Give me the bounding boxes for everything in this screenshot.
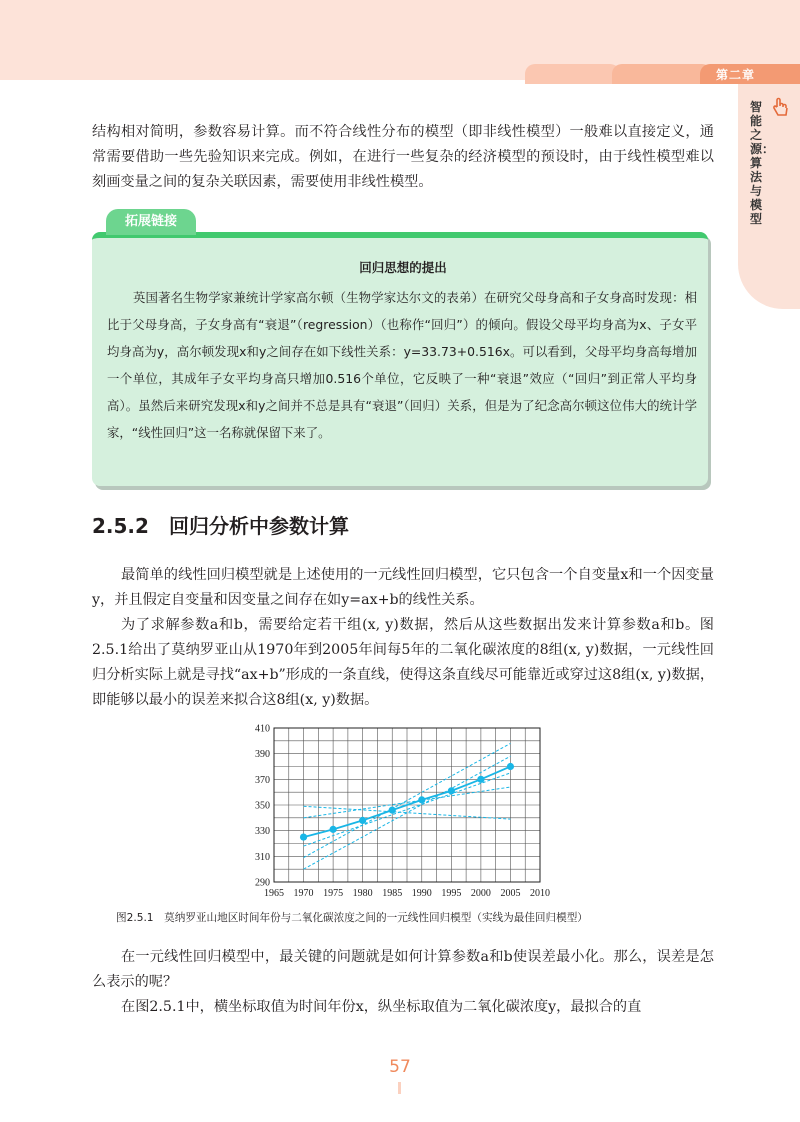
chapter-label: 第二章 [716, 68, 756, 82]
x-tick-label: 1975 [323, 888, 344, 899]
figure-caption: 图2.5.1 莫纳罗亚山地区时间年份与二氧化碳浓度之间的一元线性回归模型（实线为最佳回归模型） [116, 912, 588, 924]
x-tick-label: 1980 [352, 888, 373, 899]
extension-paragraph: 英国著名生物学家兼统计学家高尔顿（生物学家达尔文的表弟）在研究父母身高和子女身高时发现：相比于父母身高，子女身高有“衰退”（regression）（也称作“回归”）的倾向。假设父母平均身高为x、子女平均身高为y，高尔顿发现x和y之间存在如下线性关系：y=33.73+0.516x。可以看到，父母平均身高每增加一个单位，其成年子女平均身高只增加0.516个单位，它反映了一种“衰退”效应（“回归”到正常人平均身高）。虽然后来研究发现x和y之间并不总是具有“衰退”（回归）关系，但是为了纪念高尔顿这位伟大的统计学家，“线性回归”这一名称就保留下来了。 [107, 290, 697, 440]
y-tick-label: 330 [255, 826, 270, 838]
x-tick-label: 1995 [441, 888, 462, 899]
section-title: 2.5.2 回归分析中参数计算 [92, 514, 349, 538]
header-tab-decoration [612, 64, 712, 84]
extension-tab: 拓展链接 [106, 209, 196, 235]
regression-chart [236, 722, 556, 904]
intro-paragraph [92, 120, 714, 195]
y-tick-label: 390 [255, 749, 270, 761]
data-point [359, 817, 366, 824]
section-body-continued [92, 945, 714, 1020]
x-tick-label: 2000 [470, 888, 491, 899]
data-point [330, 826, 337, 833]
extension-text [107, 284, 697, 446]
y-tick-label: 290 [255, 877, 270, 889]
paragraph-1: 最简单的线性回归模型就是上述使用的一元线性回归模型，它只包含一个自变量x和一个因变量y，并且假定自变量和因变量之间存在如y=ax+b的线性关系。 [92, 567, 714, 608]
intro-text: 结构相对简明，参数容易计算。而不符合线性分布的模型（即非线性模型）一般难以直接定义，通常需要借助一些先验知识来完成。例如，在进行一些复杂的经济模型的预设时，由于线性模型难以刻画变量之间的复杂关联因素，需要使用非线性模型。 [92, 124, 714, 190]
page-number-tick [398, 1082, 401, 1094]
extension-title: 回归思想的提出 [359, 260, 447, 275]
data-point [389, 807, 396, 814]
hand-pointer-icon [772, 97, 790, 119]
y-tick-label: 410 [255, 723, 270, 735]
header-tab-decoration [525, 64, 620, 84]
page-number: 57 [389, 1057, 411, 1077]
x-tick-label: 2010 [530, 888, 550, 899]
y-tick-label: 310 [255, 851, 270, 863]
data-point [448, 787, 455, 794]
data-point [507, 763, 514, 770]
y-tick-label: 350 [255, 800, 270, 812]
data-point [300, 833, 307, 840]
paragraph-3: 在一元线性回归模型中，最关键的问题就是如何计算参数a和b使误差最小化。那么，误差是怎么表示的呢？ [92, 949, 714, 990]
y-tick-label: 370 [255, 774, 270, 786]
side-title: 智能之源：算法与模型 [750, 100, 775, 226]
section-body [92, 563, 714, 713]
paragraph-2: 为了求解参数a和b，需要给定若干组(x, y)数据，然后从这些数据出发来计算参数a和b。图2.5.1给出了莫纳罗亚山从1970年到2005年间每5年的二氧化碳浓度的8组(x, y)数据，一元线性回归分析实际上就是寻找“ax+b”形成的一条直线，使得这条直线尽可能靠近或穿过这8组(x, y)数据，即能够以最小的误差来拟合这8组(x, y)数据。 [92, 617, 715, 708]
x-tick-label: 1965 [264, 888, 284, 899]
x-tick-label: 1970 [293, 888, 314, 899]
data-point [477, 776, 484, 783]
data-point [418, 796, 425, 803]
x-tick-label: 2005 [500, 888, 521, 899]
x-tick-label: 1985 [382, 888, 403, 899]
side-panel [738, 84, 800, 309]
paragraph-4: 在图2.5.1中，横坐标取值为时间年份x，纵坐标取值为二氧化碳浓度y，最拟合的直 [121, 999, 642, 1015]
x-tick-label: 1990 [411, 888, 432, 899]
